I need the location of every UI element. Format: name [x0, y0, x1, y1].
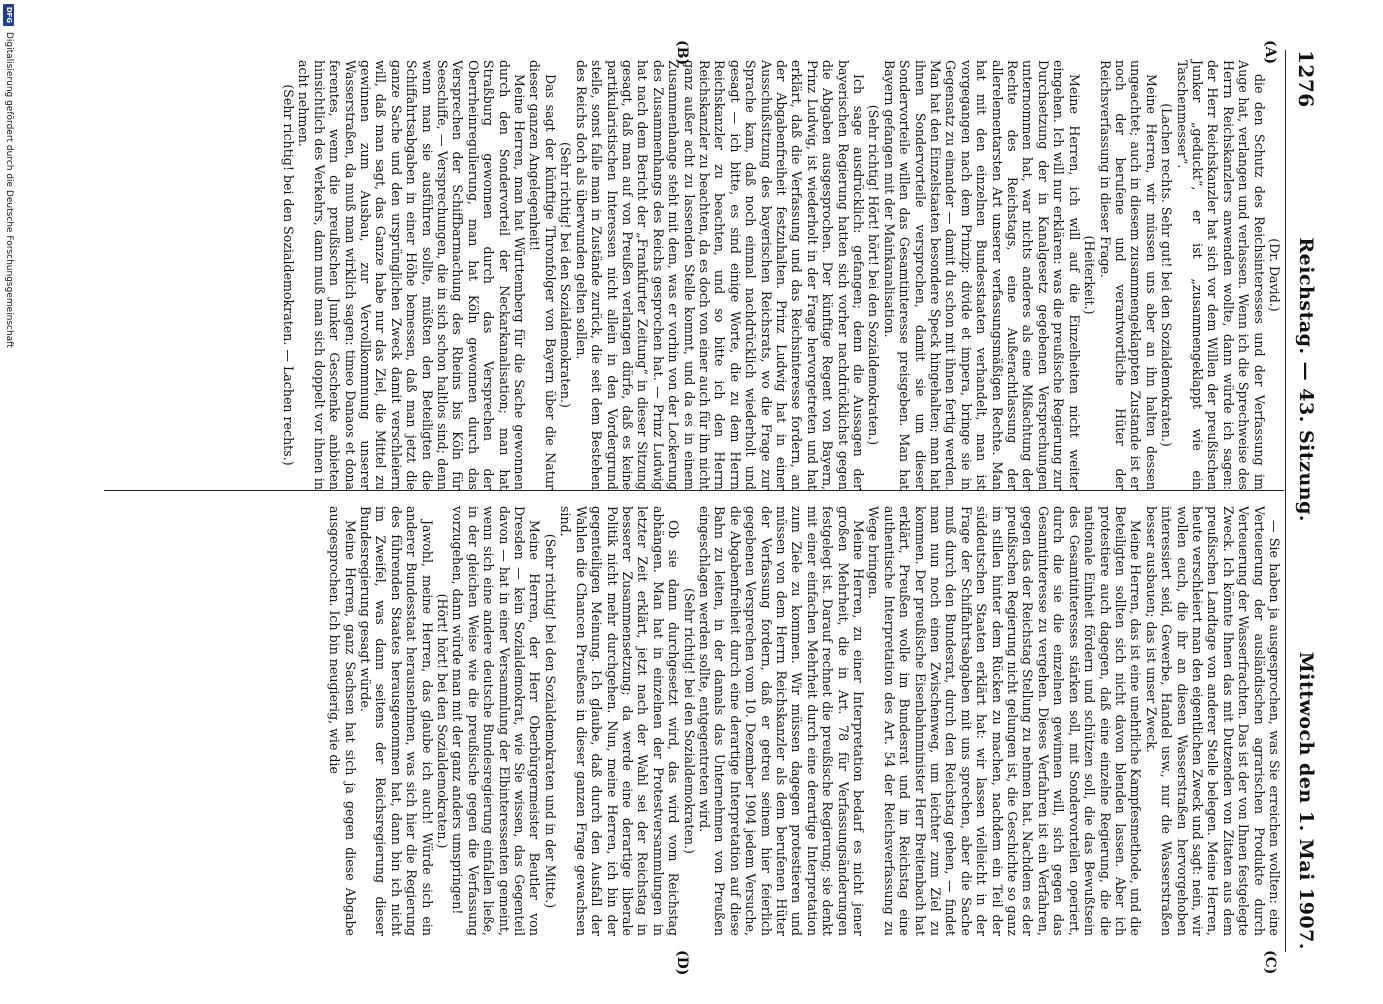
right-column	[327, 506, 1282, 936]
margin-letter-d: (D)	[674, 950, 690, 976]
page-footer	[0, 0, 18, 1004]
header-title: Reichstag. — 43. Sitzung.	[1295, 237, 1317, 522]
paragraph: Meine Herren, der Herr Oberbürgermeister Beutler von Dresden — kein Sozialdemokrat, wie Sie wissen, das Gegenteil davon — hat in einer Versammlung der Elbinteressenten gemeint, wenn sich eine andere deutsche Bundesregierung einfallen ließe, in der gleichen Weise wie die preußische gegen die Verfassung vorzugehen, dann würde man mit der ganz anders umspringen!	[450, 506, 543, 936]
paragraph: Jawohl, meine Herren, das glaube ich auch! Würde sich ein anderer Bundesstaat herausnehmen, was sich hier die Regierung des führenden Staates herausgenommen hat, dann bin ich nicht im Zweifel, was dann seitens der Reichsregierung dieser Bundesregierung gesagt würde.	[358, 506, 435, 936]
speaker-label: (Dr. David.)	[1267, 238, 1282, 312]
paragraph: (Sehr richtig! bei den Sozialdemokraten. — Lachen rechts.)	[281, 84, 296, 466]
margin-letter-c: (C)	[1262, 950, 1278, 975]
paragraph: Meine Herren, ich will auf die Einzelheiten nicht weiter eingehen. Ich will nur erklären: was die preußische Regierung zur Durchsetzung der in Kanalgesetz gegebenen Versprechungen unternommen hat, war nichts anderes als eine Mißachtung der Rechte des Reichstags, eine Außerachtlassung der allerelementarsten Art unserer verfassungsmäßigen Rechte. Man hat mit den einzelnen Bundesstaaten verhandelt, man ist vorgegangen nach dem Prinzip: divide et impera, bringe sie in Gegensatz zu einander — damit du schon mit ihnen fertig werden. Man hat den Einzelstaaten besondere Speck hingehalten; man hat ihnen Sondervorteile versprochen, damit sie um dieser Sondervorteile willen das Gesamtinteresse preisgeben. Man hat Bayern gefangen mit der Mainkanalisation.	[881, 60, 1082, 490]
column-divider	[104, 490, 1284, 491]
right-column-body	[327, 506, 1282, 936]
paragraph: Meine Herren, wir müssen uns aber an ihn halten dessen ungeachtet; auch in diesem zusammengeklappten Zustande ist er noch der berufene und verantwortliche Hüter der Reichsverfassung in dieser Frage.	[1097, 60, 1159, 490]
paragraph: (Lachen rechts. Sehr gut! bei den Sozialdemokraten.)	[1159, 103, 1175, 447]
paragraph: Meine Herren, man hat Württemberg für die Sache gewonnen durch den Sondervorteil der Neckarkanalisation; man hat Straßburg gewonnen durch das Versprechen der Oberrheinregulierung, man hat Köln gewonnen durch das Versprechen der Schiffbarmachung des Rheins bis Köln für Seeschiffe, — Versprechungen, die in sich schon haltlos sind; denn wenn man sie ausführen sollte, müßten den Beteiligten die Schiffahrtsabgaben in einer Höhe bemessen, daß man jetzt die ganze Sache und den ursprünglichen Zweck damit verschleiern will, daß man sagt, das Ganze habe nur das Ziel, die Mittel zu gewinnen zum Ausbau, zur Vervollkommnung unserer Wasserstraßen, da muß man wirklich sagen: timeo Danaos et dona ferentes, wenn die preußischen Junker Geschenke anbieten hinsichtlich des Verkehrs, dann muß man sich doppelt vor ihnen in acht nehmen.	[296, 60, 528, 490]
paragraph: (Sehr richtig! Hört! hört! bei den Sozialdemokraten.)	[866, 104, 882, 446]
paragraph: Meine Herren, das ist eine unehrliche Kampfesmethode, und die Beteiligten sollten sich nicht davon blenden lassen. Aber ich protestiere auch dagegen, daß eine einzelne Regierung, die die nationale Einheit fördern und schützen soll, die das Bewußtsein des Gesamtinteresses stärken soll, mit Sondervorteilen operiert, durch die sie die einzelnen gewinnen will, sich gegen das Gesamtinteresse zu vergehen. Dieses Verfahren ist ein Verfahren, gegen das der Reichstag Stellung zu nehmen hat. Nachdem es der preußischen Regierung nicht gelungen ist, die Geschichte so ganz im stillen hinter dem Rücken zu machen, nachdem ein Teil der süddeutschen Staaten erklärt hat: wir lassen vielleicht in der Frage der Schiffahrtsabgaben mit uns sprechen, aber die Sache muß durch den Bundesrat, durch den Reichstag gehen, — findet man nun noch einen Zwischenweg, um leichter zum Ziel zu kommen. Der preußische Eisenbahnminister Herr Breitenbach hat erklärt, Preußen wolle im Bundesrat und im Reichstag eine authentische Interpretation des Art. 54 der Reichsverfassung zu Wege bringen.	[866, 506, 1144, 936]
margin-letter-b: (B)	[674, 40, 690, 66]
paragraph: Meine Herren, zu einer Interpretation bedarf es nicht jener großen Mehrheit, die in Art. 78 für Verfassungsänderungen festgelegt ist. Darauf rechnet die preußische Regierung; sie denkt mit einer einfachen Mehrheit durch eine derartige Interpretation zum Ziele zu kommen. Wir müssen dagegen protestieren und müssen von dem Herrn Reichskanzler als dem berufenen Hüter der Verfassung fordern, daß er getreu seinem hier feierlich gegebenen Versprechen vom 10. Dezember 1904 jedem Versuche, die Abgabenfreiheit durch eine derartige Interpretation auf diese Bahn zu leiten, in der damals das Unternehmen von Preußen eingeschlagen werden sollte, entgegentreten wird.	[696, 506, 867, 936]
paragraph: (Hört! hört! bei den Sozialdemokraten.)	[435, 593, 451, 849]
paragraph: Ob sie dann durchgesetzt wird, das wird vom Reichstag abhängen. Man hat in einzelnen der Protestversammlungen in letzter Zeit erklärt, jetzt nach der Wahl sei der Reichstag in besserer Zusammensetzung; da werde eine derartige liberale Politik nicht mehr durchgehen. Nun, meine Herren, ich bin der gegenteiligen Meinung. Ich glaube, daß durch den Ausfall der Wahlen die Chancen Preußens in dieser ganzen Frage gewachsen sind.	[558, 506, 682, 936]
left-column	[281, 60, 1282, 490]
paragraph: (Sehr richtig! bei den Sozialdemokraten.)	[558, 142, 574, 408]
dfg-logo: DFG	[4, 4, 15, 26]
header-date: Mittwoch den 1. Mai 1907.	[1295, 651, 1317, 950]
paragraph: (Sehr richtig! bei den Sozialdemokraten.)	[681, 588, 697, 854]
paragraph: — Sie haben ja ausgesprochen, was Sie erreichen wollten: eine Verteuerung der ausländischen agrarischen Produkte durch Verteuerung der Wasserfrachten. Das ist der von Ihnen festgelegte Zweck. Ich könnte Ihnen das mit Dutzenden von Zitaten aus dem preußischen Landtage von anderer Stelle belegen. Meine Herren, heute verschleiert man den eigentlichen Zweck und sagt: nein, wir wollen euch, die ihr an diesen Wasserstraßen hervorgehoben interessiert seid, Gewerbe, Handel usw., nur die Wasserstraßen besser ausbauen; das ist unser Zweck.	[1143, 506, 1282, 936]
left-column-body	[281, 60, 1267, 490]
header-rule	[1285, 50, 1286, 952]
paragraph: Das sagt der künftige Thronfolger von Bayern über die Natur dieser ganzen Angelegenheit!	[527, 60, 558, 490]
footer-text: Digitalisierung gefördert durch die Deutsche Forschungsgemeinschaft	[4, 32, 14, 348]
margin-letter-a: (A)	[1262, 40, 1278, 65]
paragraph: (Sehr richtig! bei den Sozialdemokraten und in der Mitte.)	[542, 533, 558, 909]
paragraph: Ich sage ausdrücklich: gefangen; denn die Aussagen der bayerischen Regierung hatten sich vorher nachdrücklichst gegen die Abgaben ausgesprochen. Der künftige Regent von Bayern, Prinz Ludwig, ist wiederholt in der Frage hervorgetreten und hat erklärt, daß die Verfassung und das Reichsinteresse fordern, an der Abgabenfreiheit festzuhalten. Prinz Ludwig hat in einer Ausschußsitzung des bayerischen Reichsrats, wo die Frage zur Sprache kam, daß noch einmal nachdrücklich wiederholt und gesagt — ich bitte, es sind einige Worte, die zu dem Herrn Reichskanzler zu beachten, und so bitte ich den Herrn Reichskanzler zu beachten, da es doch von einer auch für ihn nicht ganz außer acht zu lassenden Stelle kommt, und da es in einem Zusammenhange steht mit dem, was er vorhin von der Lockerung des Zusammenhangs des Reichs gesprochen hat. — Prinz Ludwig hat nach dem Bericht der „Frankfurter Zeitung“ in dieser Sitzung gesagt, daß man auf von Preußen verlangen dürfe, daß es keine partikularistischen Interessen nicht allein in den Vordergrund stelle, sonst falle man in Zustände zurück, die seit dem Bestehen des Reichs doch als überwunden gelten sollen.	[573, 60, 867, 490]
page-number: 1276	[1294, 50, 1318, 108]
paragraph: die den Schutz des Reichsinteresses und der Verfassung im Auge hat, verlangen und verlassen. Wenn ich die Sprechweise des Herrn Reichskanzlers anwenden wollte, dann würde ich sagen: der Herr Reichskanzler hat sich vor dem Willen der preußischen Junker „geduckt“, er ist „zusammengeklappt wie ein Taschenmesser“.	[1174, 60, 1267, 490]
paragraph: (Heiterkeit.)	[1082, 235, 1098, 315]
paragraph: Meine Herren, ganz Sachsen hat sich ja gegen diese Abgabe ausgesprochen. Ich bin neugierig, wie die	[327, 506, 358, 936]
page-header	[1288, 50, 1324, 950]
